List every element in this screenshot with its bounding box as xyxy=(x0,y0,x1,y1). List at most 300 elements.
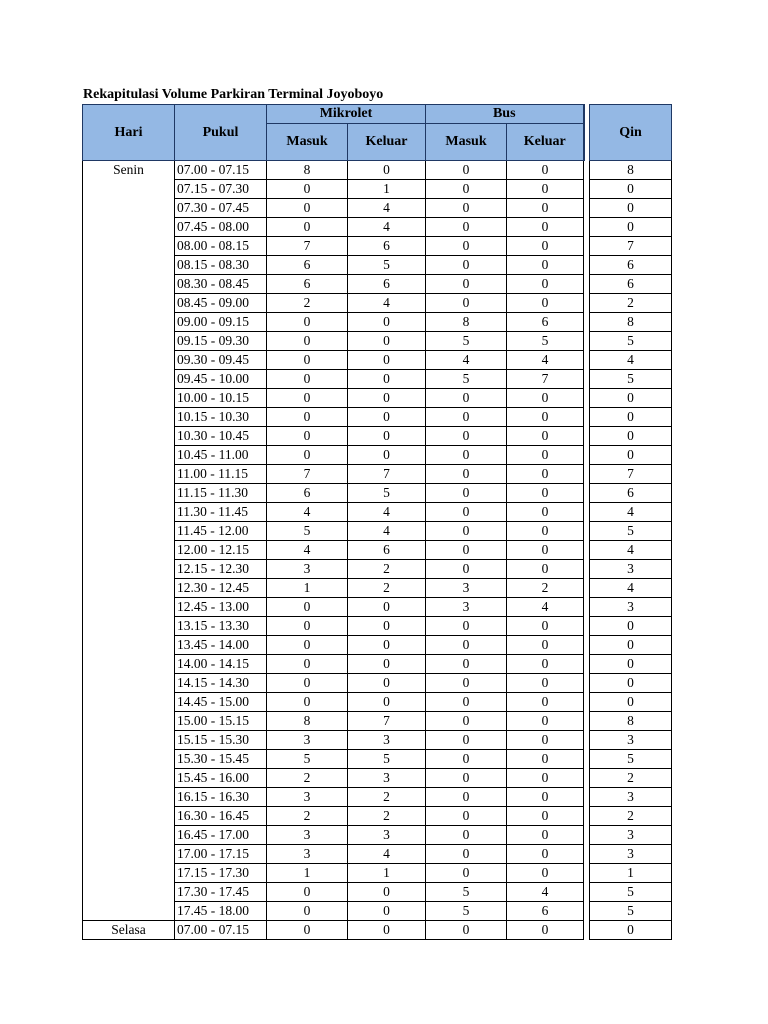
cell-mikrolet-masuk: 6 xyxy=(267,275,348,294)
table-row xyxy=(83,446,672,465)
table-row xyxy=(83,617,672,636)
table-row xyxy=(83,693,672,712)
cell-pukul: 07.00 - 07.15 xyxy=(175,921,267,940)
table-row xyxy=(83,351,672,370)
cell-mikrolet-masuk: 0 xyxy=(267,427,348,446)
cell-pukul: 07.30 - 07.45 xyxy=(175,199,267,218)
cell-bus-masuk: 0 xyxy=(426,541,507,560)
cell-qin: 0 xyxy=(590,921,672,940)
table-row xyxy=(83,484,672,503)
cell-pukul: 11.30 - 11.45 xyxy=(175,503,267,522)
cell-bus-keluar: 0 xyxy=(507,845,584,864)
table-row xyxy=(83,180,672,199)
cell-hari xyxy=(83,332,175,351)
cell-pukul: 15.45 - 16.00 xyxy=(175,769,267,788)
cell-mikrolet-masuk: 0 xyxy=(267,636,348,655)
cell-mikrolet-keluar: 0 xyxy=(348,427,426,446)
cell-bus-keluar: 6 xyxy=(507,902,584,921)
cell-qin: 0 xyxy=(590,655,672,674)
cell-pukul: 12.00 - 12.15 xyxy=(175,541,267,560)
cell-bus-keluar: 0 xyxy=(507,541,584,560)
cell-bus-masuk: 0 xyxy=(426,408,507,427)
table-row xyxy=(83,465,672,484)
cell-hari xyxy=(83,617,175,636)
cell-bus-masuk: 0 xyxy=(426,427,507,446)
cell-hari xyxy=(83,883,175,902)
cell-qin: 2 xyxy=(590,807,672,826)
table-body xyxy=(83,161,672,940)
cell-mikrolet-keluar: 0 xyxy=(348,389,426,408)
cell-bus-masuk: 0 xyxy=(426,199,507,218)
table-row xyxy=(83,807,672,826)
cell-qin: 5 xyxy=(590,750,672,769)
table-row xyxy=(83,370,672,389)
cell-pukul: 08.00 - 08.15 xyxy=(175,237,267,256)
cell-bus-keluar: 0 xyxy=(507,807,584,826)
cell-hari xyxy=(83,427,175,446)
cell-bus-keluar: 0 xyxy=(507,408,584,427)
cell-mikrolet-keluar: 2 xyxy=(348,560,426,579)
cell-hari xyxy=(83,465,175,484)
cell-qin: 7 xyxy=(590,237,672,256)
cell-hari xyxy=(83,237,175,256)
table-row xyxy=(83,883,672,902)
cell-hari xyxy=(83,199,175,218)
table-row xyxy=(83,845,672,864)
cell-mikrolet-keluar: 0 xyxy=(348,370,426,389)
cell-bus-masuk: 4 xyxy=(426,351,507,370)
cell-mikrolet-keluar: 0 xyxy=(348,446,426,465)
cell-hari xyxy=(83,598,175,617)
cell-mikrolet-masuk: 0 xyxy=(267,883,348,902)
table-row xyxy=(83,256,672,275)
cell-bus-masuk: 0 xyxy=(426,864,507,883)
cell-qin: 0 xyxy=(590,218,672,237)
cell-mikrolet-keluar: 0 xyxy=(348,617,426,636)
cell-pukul: 08.15 - 08.30 xyxy=(175,256,267,275)
table-row xyxy=(83,826,672,845)
table-row xyxy=(83,275,672,294)
cell-mikrolet-keluar: 7 xyxy=(348,712,426,731)
cell-mikrolet-keluar: 6 xyxy=(348,275,426,294)
cell-bus-keluar: 0 xyxy=(507,465,584,484)
cell-mikrolet-masuk: 6 xyxy=(267,484,348,503)
cell-qin: 0 xyxy=(590,636,672,655)
cell-bus-masuk: 3 xyxy=(426,598,507,617)
cell-pukul: 10.30 - 10.45 xyxy=(175,427,267,446)
table-row xyxy=(83,655,672,674)
cell-mikrolet-masuk: 0 xyxy=(267,199,348,218)
cell-mikrolet-keluar: 7 xyxy=(348,465,426,484)
cell-pukul: 08.45 - 09.00 xyxy=(175,294,267,313)
cell-bus-keluar: 0 xyxy=(507,218,584,237)
cell-bus-keluar: 0 xyxy=(507,294,584,313)
cell-hari xyxy=(83,826,175,845)
cell-bus-keluar: 2 xyxy=(507,579,584,598)
cell-pukul: 17.15 - 17.30 xyxy=(175,864,267,883)
cell-qin: 3 xyxy=(590,845,672,864)
cell-bus-keluar: 0 xyxy=(507,921,584,940)
cell-hari xyxy=(83,218,175,237)
cell-bus-masuk: 0 xyxy=(426,237,507,256)
cell-pukul: 17.45 - 18.00 xyxy=(175,902,267,921)
cell-mikrolet-masuk: 0 xyxy=(267,180,348,199)
cell-hari xyxy=(83,693,175,712)
cell-mikrolet-masuk: 1 xyxy=(267,864,348,883)
cell-mikrolet-masuk: 4 xyxy=(267,503,348,522)
cell-qin: 4 xyxy=(590,503,672,522)
table-row xyxy=(83,750,672,769)
cell-bus-keluar: 0 xyxy=(507,522,584,541)
cell-hari xyxy=(83,655,175,674)
cell-bus-keluar: 0 xyxy=(507,655,584,674)
cell-bus-keluar: 7 xyxy=(507,370,584,389)
cell-pukul: 07.00 - 07.15 xyxy=(175,161,267,180)
header-bus: Bus xyxy=(426,105,584,124)
table-row xyxy=(83,921,672,940)
cell-mikrolet-masuk: 0 xyxy=(267,218,348,237)
cell-mikrolet-masuk: 6 xyxy=(267,256,348,275)
cell-bus-masuk: 0 xyxy=(426,826,507,845)
cell-mikrolet-keluar: 4 xyxy=(348,199,426,218)
cell-pukul: 07.15 - 07.30 xyxy=(175,180,267,199)
cell-bus-masuk: 8 xyxy=(426,313,507,332)
cell-bus-masuk: 0 xyxy=(426,389,507,408)
cell-mikrolet-masuk: 3 xyxy=(267,788,348,807)
cell-bus-masuk: 0 xyxy=(426,788,507,807)
cell-mikrolet-keluar: 0 xyxy=(348,161,426,180)
cell-mikrolet-masuk: 0 xyxy=(267,332,348,351)
header-mikrolet-masuk: Masuk xyxy=(267,124,348,161)
table-row xyxy=(83,769,672,788)
header-qin: Qin xyxy=(590,105,672,161)
cell-bus-masuk: 0 xyxy=(426,446,507,465)
cell-mikrolet-masuk: 0 xyxy=(267,921,348,940)
cell-bus-keluar: 0 xyxy=(507,237,584,256)
cell-mikrolet-keluar: 1 xyxy=(348,180,426,199)
cell-pukul: 11.00 - 11.15 xyxy=(175,465,267,484)
cell-bus-masuk: 0 xyxy=(426,560,507,579)
cell-qin: 5 xyxy=(590,902,672,921)
cell-bus-keluar: 0 xyxy=(507,446,584,465)
cell-mikrolet-keluar: 0 xyxy=(348,883,426,902)
cell-qin: 7 xyxy=(590,465,672,484)
cell-mikrolet-keluar: 6 xyxy=(348,541,426,560)
cell-bus-keluar: 0 xyxy=(507,275,584,294)
cell-bus-masuk: 0 xyxy=(426,807,507,826)
cell-bus-masuk: 0 xyxy=(426,522,507,541)
cell-pukul: 10.00 - 10.15 xyxy=(175,389,267,408)
cell-pukul: 14.00 - 14.15 xyxy=(175,655,267,674)
cell-mikrolet-masuk: 0 xyxy=(267,598,348,617)
cell-hari xyxy=(83,769,175,788)
cell-bus-masuk: 0 xyxy=(426,769,507,788)
cell-qin: 6 xyxy=(590,256,672,275)
cell-pukul: 11.45 - 12.00 xyxy=(175,522,267,541)
table-row xyxy=(83,712,672,731)
cell-mikrolet-keluar: 5 xyxy=(348,484,426,503)
cell-bus-keluar: 0 xyxy=(507,161,584,180)
cell-bus-masuk: 0 xyxy=(426,161,507,180)
cell-pukul: 16.15 - 16.30 xyxy=(175,788,267,807)
cell-mikrolet-keluar: 3 xyxy=(348,769,426,788)
cell-mikrolet-keluar: 3 xyxy=(348,731,426,750)
cell-bus-keluar: 0 xyxy=(507,503,584,522)
cell-bus-masuk: 0 xyxy=(426,180,507,199)
cell-bus-keluar: 0 xyxy=(507,389,584,408)
cell-mikrolet-masuk: 2 xyxy=(267,769,348,788)
cell-hari xyxy=(83,864,175,883)
cell-pukul: 09.45 - 10.00 xyxy=(175,370,267,389)
cell-qin: 2 xyxy=(590,769,672,788)
table-row xyxy=(83,788,672,807)
cell-pukul: 13.15 - 13.30 xyxy=(175,617,267,636)
cell-hari xyxy=(83,294,175,313)
cell-mikrolet-masuk: 7 xyxy=(267,237,348,256)
cell-mikrolet-masuk: 0 xyxy=(267,351,348,370)
cell-bus-masuk: 3 xyxy=(426,579,507,598)
cell-bus-keluar: 0 xyxy=(507,560,584,579)
cell-hari xyxy=(83,636,175,655)
cell-bus-masuk: 5 xyxy=(426,883,507,902)
cell-mikrolet-masuk: 3 xyxy=(267,826,348,845)
cell-pukul: 07.45 - 08.00 xyxy=(175,218,267,237)
parking-volume-table xyxy=(82,104,672,940)
cell-qin: 5 xyxy=(590,883,672,902)
cell-bus-keluar: 0 xyxy=(507,636,584,655)
cell-bus-keluar: 0 xyxy=(507,484,584,503)
document-title: Rekapitulasi Volume Parkiran Terminal Joyoboyo xyxy=(83,87,384,102)
table-row xyxy=(83,864,672,883)
cell-hari xyxy=(83,674,175,693)
cell-bus-masuk: 0 xyxy=(426,750,507,769)
table-row xyxy=(83,427,672,446)
cell-hari xyxy=(83,579,175,598)
cell-qin: 4 xyxy=(590,351,672,370)
cell-mikrolet-keluar: 1 xyxy=(348,864,426,883)
cell-hari xyxy=(83,560,175,579)
cell-bus-masuk: 0 xyxy=(426,636,507,655)
cell-mikrolet-keluar: 0 xyxy=(348,921,426,940)
cell-qin: 0 xyxy=(590,389,672,408)
cell-bus-masuk: 0 xyxy=(426,218,507,237)
cell-pukul: 12.15 - 12.30 xyxy=(175,560,267,579)
header-bus-keluar: Keluar xyxy=(507,124,584,161)
cell-bus-masuk: 0 xyxy=(426,921,507,940)
cell-mikrolet-keluar: 4 xyxy=(348,522,426,541)
cell-qin: 3 xyxy=(590,826,672,845)
cell-hari: Selasa xyxy=(83,921,175,940)
table-row xyxy=(83,731,672,750)
cell-qin: 0 xyxy=(590,674,672,693)
cell-mikrolet-keluar: 0 xyxy=(348,598,426,617)
cell-bus-keluar: 0 xyxy=(507,180,584,199)
cell-pukul: 13.45 - 14.00 xyxy=(175,636,267,655)
cell-pukul: 15.00 - 15.15 xyxy=(175,712,267,731)
header-mikrolet-keluar: Keluar xyxy=(348,124,426,161)
header-pukul: Pukul xyxy=(175,105,267,161)
table-row xyxy=(83,636,672,655)
cell-pukul: 14.15 - 14.30 xyxy=(175,674,267,693)
cell-qin: 0 xyxy=(590,180,672,199)
cell-bus-masuk: 0 xyxy=(426,465,507,484)
cell-mikrolet-keluar: 6 xyxy=(348,237,426,256)
cell-mikrolet-keluar: 0 xyxy=(348,674,426,693)
cell-mikrolet-masuk: 8 xyxy=(267,161,348,180)
cell-bus-masuk: 0 xyxy=(426,674,507,693)
table-row xyxy=(83,674,672,693)
cell-bus-keluar: 4 xyxy=(507,883,584,902)
cell-hari xyxy=(83,351,175,370)
cell-hari xyxy=(83,313,175,332)
cell-hari xyxy=(83,275,175,294)
cell-pukul: 09.30 - 09.45 xyxy=(175,351,267,370)
cell-qin: 3 xyxy=(590,598,672,617)
cell-mikrolet-keluar: 0 xyxy=(348,313,426,332)
cell-bus-keluar: 0 xyxy=(507,864,584,883)
cell-pukul: 10.15 - 10.30 xyxy=(175,408,267,427)
cell-bus-masuk: 0 xyxy=(426,484,507,503)
cell-pukul: 15.15 - 15.30 xyxy=(175,731,267,750)
cell-bus-keluar: 0 xyxy=(507,199,584,218)
cell-hari xyxy=(83,541,175,560)
cell-bus-keluar: 0 xyxy=(507,693,584,712)
cell-bus-keluar: 0 xyxy=(507,750,584,769)
cell-mikrolet-keluar: 4 xyxy=(348,503,426,522)
cell-mikrolet-masuk: 5 xyxy=(267,522,348,541)
cell-mikrolet-masuk: 0 xyxy=(267,370,348,389)
cell-bus-keluar: 5 xyxy=(507,332,584,351)
table-row xyxy=(83,294,672,313)
cell-mikrolet-masuk: 1 xyxy=(267,579,348,598)
cell-pukul: 17.00 - 17.15 xyxy=(175,845,267,864)
cell-bus-keluar: 4 xyxy=(507,351,584,370)
cell-mikrolet-masuk: 5 xyxy=(267,750,348,769)
cell-bus-masuk: 0 xyxy=(426,275,507,294)
cell-pukul: 12.45 - 13.00 xyxy=(175,598,267,617)
cell-mikrolet-masuk: 0 xyxy=(267,674,348,693)
table-row xyxy=(83,522,672,541)
cell-mikrolet-masuk: 3 xyxy=(267,731,348,750)
cell-hari xyxy=(83,370,175,389)
cell-qin: 1 xyxy=(590,864,672,883)
cell-qin: 4 xyxy=(590,541,672,560)
cell-mikrolet-keluar: 4 xyxy=(348,294,426,313)
cell-qin: 4 xyxy=(590,579,672,598)
cell-hari xyxy=(83,807,175,826)
cell-bus-keluar: 0 xyxy=(507,617,584,636)
cell-mikrolet-keluar: 0 xyxy=(348,351,426,370)
cell-hari xyxy=(83,446,175,465)
cell-bus-keluar: 0 xyxy=(507,788,584,807)
cell-bus-keluar: 0 xyxy=(507,731,584,750)
cell-qin: 0 xyxy=(590,693,672,712)
cell-bus-masuk: 0 xyxy=(426,693,507,712)
table-row xyxy=(83,161,672,180)
cell-bus-masuk: 0 xyxy=(426,256,507,275)
cell-bus-masuk: 5 xyxy=(426,902,507,921)
table-row xyxy=(83,218,672,237)
cell-qin: 0 xyxy=(590,408,672,427)
cell-bus-keluar: 6 xyxy=(507,313,584,332)
cell-pukul: 14.45 - 15.00 xyxy=(175,693,267,712)
cell-hari xyxy=(83,845,175,864)
cell-qin: 3 xyxy=(590,788,672,807)
cell-mikrolet-masuk: 2 xyxy=(267,807,348,826)
cell-pukul: 09.00 - 09.15 xyxy=(175,313,267,332)
cell-qin: 5 xyxy=(590,332,672,351)
table-row xyxy=(83,389,672,408)
cell-mikrolet-keluar: 2 xyxy=(348,788,426,807)
cell-qin: 0 xyxy=(590,617,672,636)
table-row xyxy=(83,408,672,427)
cell-bus-masuk: 0 xyxy=(426,617,507,636)
cell-bus-masuk: 0 xyxy=(426,503,507,522)
cell-mikrolet-keluar: 3 xyxy=(348,826,426,845)
cell-mikrolet-keluar: 2 xyxy=(348,579,426,598)
cell-bus-keluar: 4 xyxy=(507,598,584,617)
cell-bus-keluar: 0 xyxy=(507,674,584,693)
cell-hari xyxy=(83,484,175,503)
table-row xyxy=(83,598,672,617)
cell-pukul: 09.15 - 09.30 xyxy=(175,332,267,351)
table-row xyxy=(83,541,672,560)
cell-hari: Senin xyxy=(83,161,175,180)
table-row xyxy=(83,313,672,332)
table-row xyxy=(83,560,672,579)
cell-mikrolet-keluar: 5 xyxy=(348,256,426,275)
cell-mikrolet-masuk: 3 xyxy=(267,560,348,579)
cell-qin: 6 xyxy=(590,484,672,503)
header-bus-masuk: Masuk xyxy=(426,124,507,161)
cell-mikrolet-masuk: 2 xyxy=(267,294,348,313)
cell-pukul: 11.15 - 11.30 xyxy=(175,484,267,503)
cell-mikrolet-keluar: 4 xyxy=(348,218,426,237)
cell-hari xyxy=(83,180,175,199)
cell-hari xyxy=(83,522,175,541)
table-row xyxy=(83,237,672,256)
cell-bus-masuk: 0 xyxy=(426,845,507,864)
cell-pukul: 08.30 - 08.45 xyxy=(175,275,267,294)
cell-mikrolet-keluar: 2 xyxy=(348,807,426,826)
cell-bus-masuk: 0 xyxy=(426,294,507,313)
cell-bus-keluar: 0 xyxy=(507,769,584,788)
header-mikrolet: Mikrolet xyxy=(267,105,426,124)
cell-pukul: 15.30 - 15.45 xyxy=(175,750,267,769)
cell-mikrolet-masuk: 0 xyxy=(267,408,348,427)
table-row xyxy=(83,902,672,921)
cell-mikrolet-keluar: 0 xyxy=(348,655,426,674)
cell-mikrolet-keluar: 5 xyxy=(348,750,426,769)
cell-qin: 8 xyxy=(590,313,672,332)
cell-hari xyxy=(83,712,175,731)
cell-mikrolet-masuk: 0 xyxy=(267,693,348,712)
cell-mikrolet-masuk: 0 xyxy=(267,389,348,408)
cell-mikrolet-masuk: 0 xyxy=(267,446,348,465)
cell-qin: 2 xyxy=(590,294,672,313)
cell-pukul: 16.45 - 17.00 xyxy=(175,826,267,845)
cell-hari xyxy=(83,788,175,807)
cell-bus-masuk: 5 xyxy=(426,332,507,351)
cell-hari xyxy=(83,256,175,275)
cell-pukul: 17.30 - 17.45 xyxy=(175,883,267,902)
cell-mikrolet-keluar: 0 xyxy=(348,636,426,655)
cell-mikrolet-keluar: 0 xyxy=(348,902,426,921)
cell-mikrolet-masuk: 7 xyxy=(267,465,348,484)
cell-mikrolet-masuk: 3 xyxy=(267,845,348,864)
cell-bus-keluar: 0 xyxy=(507,427,584,446)
cell-bus-masuk: 0 xyxy=(426,712,507,731)
